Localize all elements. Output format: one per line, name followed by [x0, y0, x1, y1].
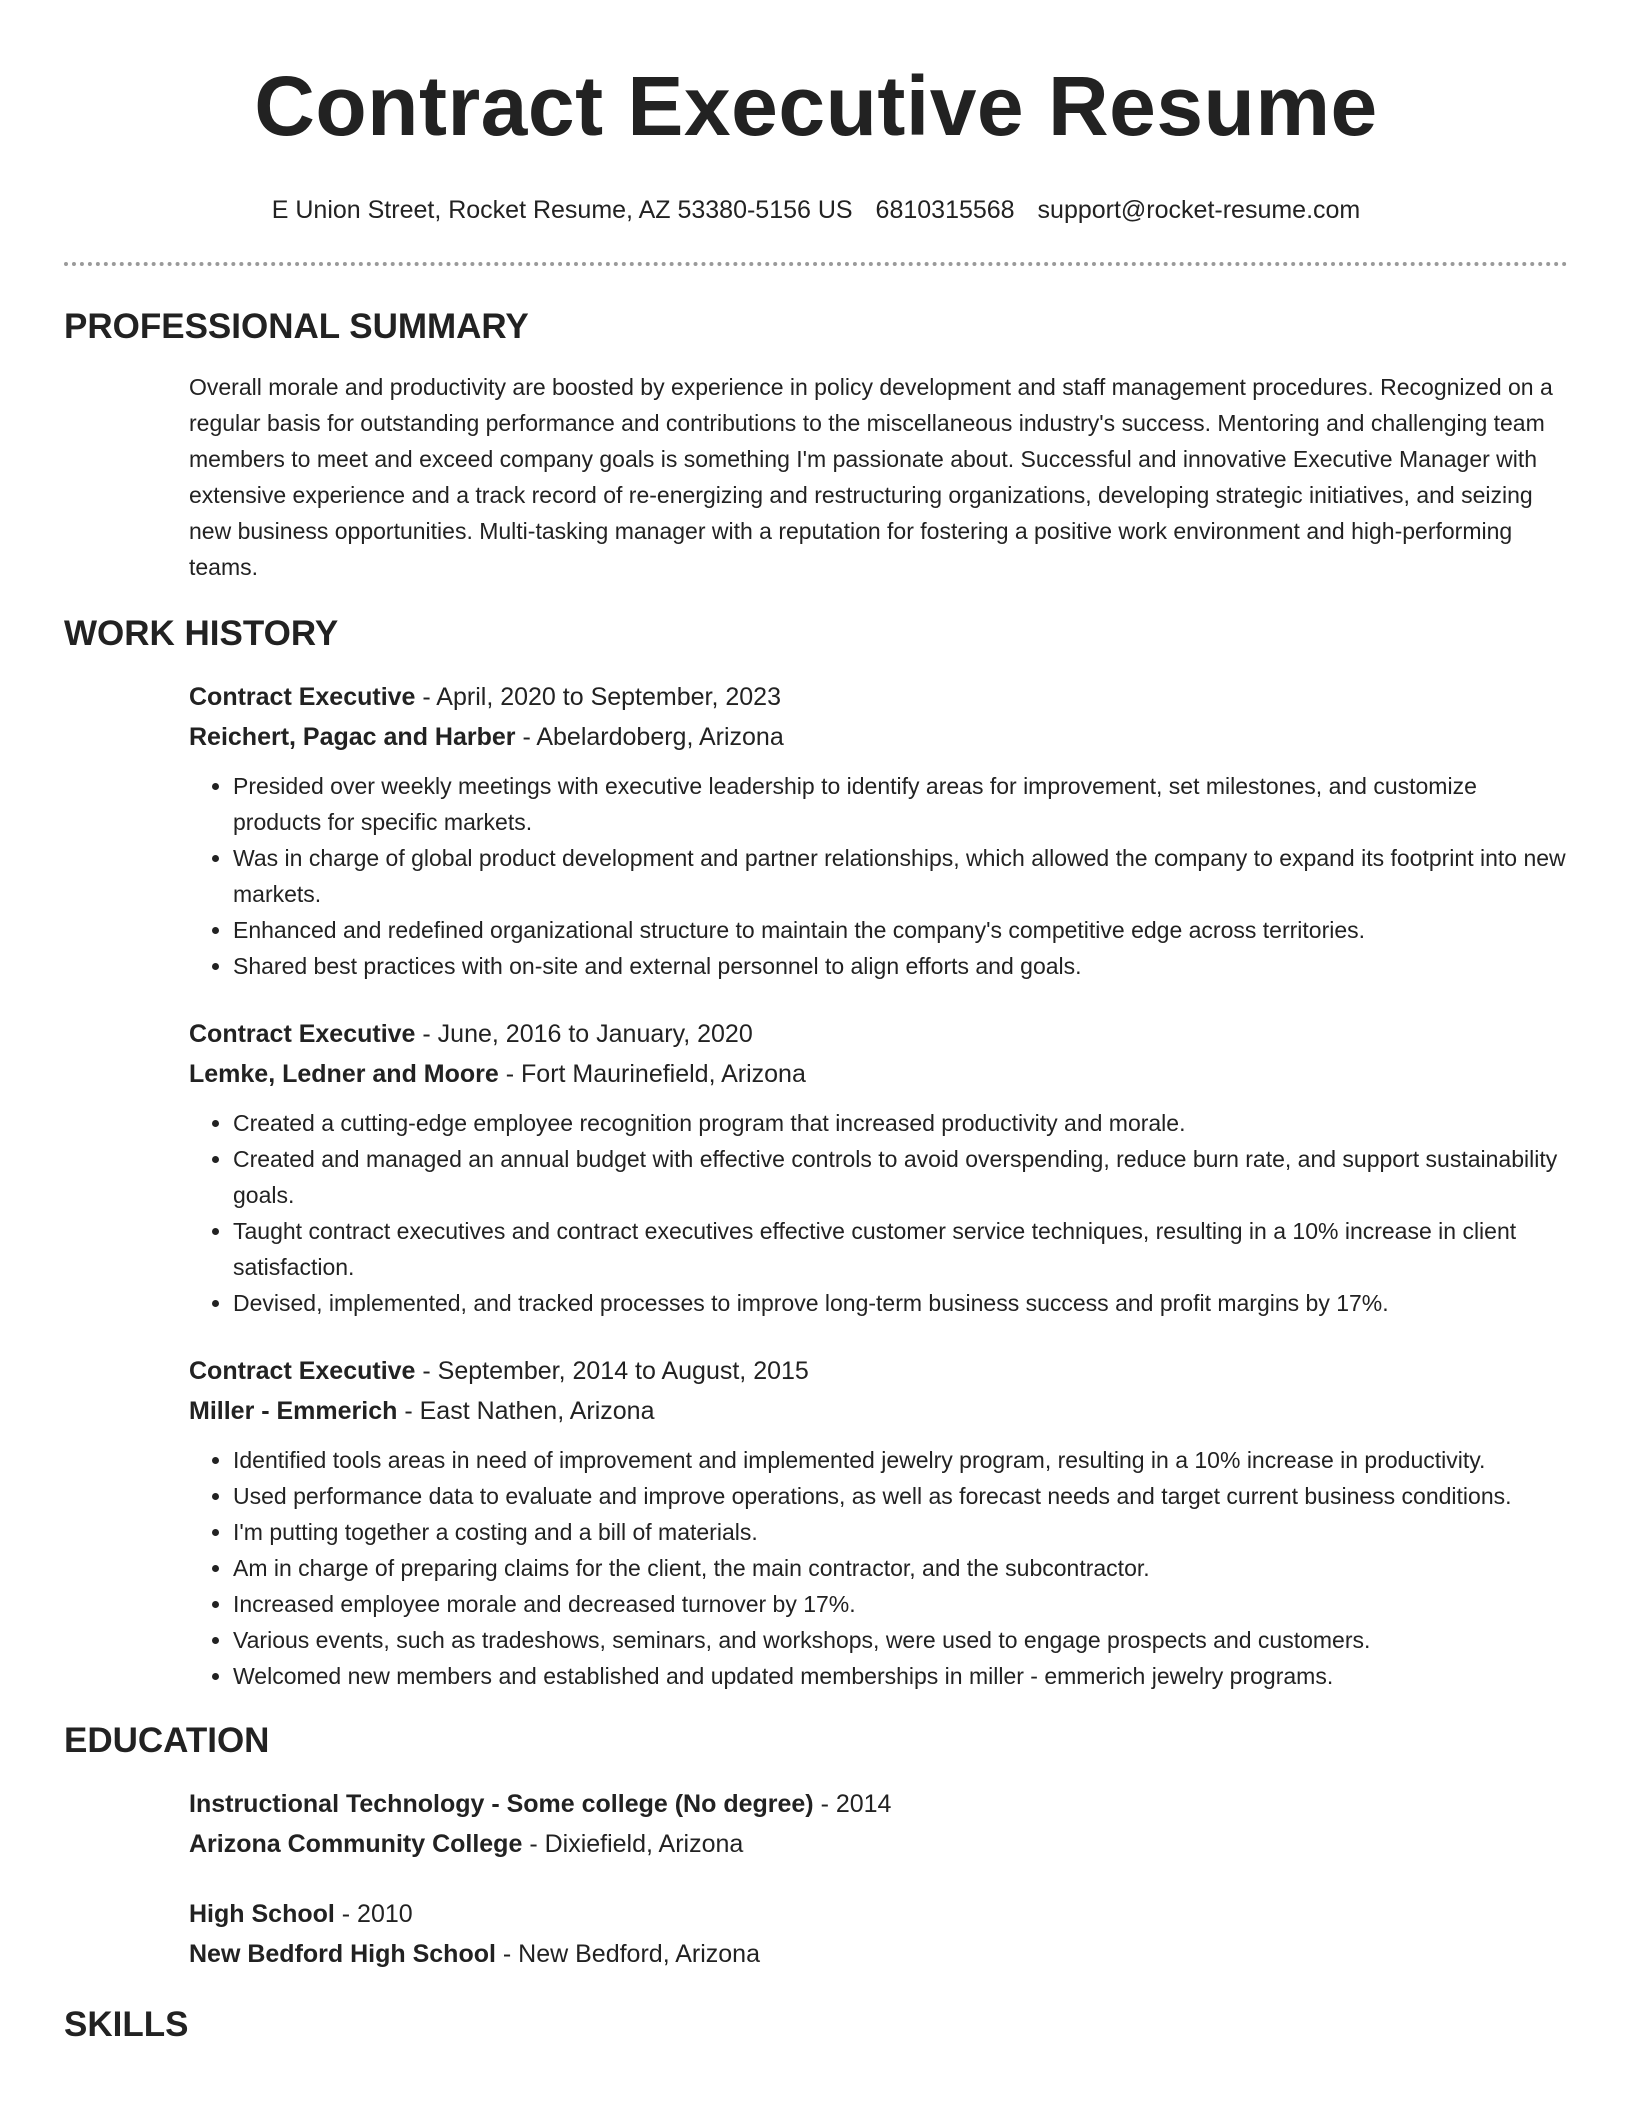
education-degree-line	[189, 1784, 1568, 1824]
job-bullet: • Various events, such as tradeshows, seminars, and workshops, were used to engage prospects and customers.	[233, 1622, 1568, 1658]
education-school: New Bedford High School	[189, 1940, 496, 1968]
job-bullet: • Was in charge of global product development and partner relationships, which allowed the company to expand its footprint into new markets.	[233, 840, 1568, 912]
education-degree: High School	[189, 1900, 335, 1928]
education-entry	[189, 1894, 1568, 1974]
education-heading: EDUCATION	[64, 1721, 270, 1760]
contact-email: support@rocket-resume.com	[1037, 196, 1361, 224]
job-title-line	[189, 1351, 1568, 1391]
education-school: Arizona Community College	[189, 1830, 523, 1858]
education-location: - Dixiefield, Arizona	[522, 1830, 744, 1858]
contact-address: E Union Street, Rocket Resume, AZ 53380-5156 US	[271, 196, 853, 224]
job-role: Contract Executive	[189, 683, 416, 711]
job-bullet: • Identified tools areas in need of improvement and implemented jewelry program, resulting in a 10% increase in productivity.	[233, 1442, 1568, 1478]
resume-title: Contract Executive Resume	[254, 59, 1378, 153]
job-bullet: • Taught contract executives and contract executives effective customer service techniques, resulting in a 10% increase in client satisfaction.	[233, 1213, 1568, 1285]
job-bullet: • Created and managed an annual budget with effective controls to avoid overspending, reduce burn rate, and support sustainability goals.	[233, 1141, 1568, 1213]
skills-heading: SKILLS	[64, 2005, 189, 2044]
job-bullet: • I'm putting together a costing and a bill of materials.	[233, 1514, 1568, 1550]
job-role: Contract Executive	[189, 1020, 416, 1048]
job-title-line	[189, 677, 1568, 717]
skills-section	[64, 2004, 1568, 2046]
summary-heading: PROFESSIONAL SUMMARY	[64, 307, 529, 346]
job-entry	[189, 677, 1568, 984]
job-bullet: • Increased employee morale and decreased turnover by 17%.	[233, 1586, 1568, 1622]
education-entry	[189, 1784, 1568, 1864]
education-school-line	[189, 1934, 1568, 1974]
job-bullets	[189, 768, 1568, 984]
job-company: Miller - Emmerich	[189, 1397, 398, 1425]
work-history-heading: WORK HISTORY	[64, 614, 339, 653]
job-title-line	[189, 1014, 1568, 1054]
job-bullets	[189, 1442, 1568, 1694]
job-bullet: • Enhanced and redefined organizational structure to maintain the company's competitive edge across territories.	[233, 912, 1568, 948]
job-company-line	[189, 1391, 1568, 1431]
job-company-line	[189, 1054, 1568, 1094]
job-location: - East Nathen, Arizona	[397, 1397, 655, 1425]
job-role: Contract Executive	[189, 1357, 416, 1385]
education-degree-line	[189, 1894, 1568, 1934]
job-bullet: • Devised, implemented, and tracked processes to improve long-term business success and profit margins by 17%.	[233, 1285, 1568, 1321]
job-company: Lemke, Ledner and Moore	[189, 1060, 499, 1088]
job-bullet: • Am in charge of preparing claims for the client, the main contractor, and the subcontractor.	[233, 1550, 1568, 1586]
education-year: - 2010	[334, 1900, 413, 1928]
education-degree: Instructional Technology - Some college (No degree)	[189, 1790, 814, 1818]
job-location: - Abelardoberg, Arizona	[515, 723, 784, 751]
job-bullet: • Shared best practices with on-site and external personnel to align efforts and goals.	[233, 948, 1568, 984]
summary-section	[64, 306, 1568, 585]
job-bullets	[189, 1105, 1568, 1321]
contact-line	[64, 192, 1568, 228]
education-year: - 2014	[813, 1790, 892, 1818]
job-bullet: • Presided over weekly meetings with executive leadership to identify areas for improvement, set milestones, and customize products for specific markets.	[233, 768, 1568, 840]
job-dates: - April, 2020 to September, 2023	[415, 683, 781, 711]
job-bullet: • Used performance data to evaluate and improve operations, as well as forecast needs and target current business conditions.	[233, 1478, 1568, 1514]
job-bullet: • Welcomed new members and established and updated memberships in miller - emmerich jewelry programs.	[233, 1658, 1568, 1694]
header-divider	[64, 262, 1568, 266]
job-entry	[189, 1014, 1568, 1321]
job-company-line	[189, 717, 1568, 757]
work-history-section	[64, 613, 1568, 1694]
job-dates: - September, 2014 to August, 2015	[415, 1357, 809, 1385]
job-location: - Fort Maurinefield, Arizona	[498, 1060, 806, 1088]
job-bullet: • Created a cutting-edge employee recognition program that increased productivity and morale.	[233, 1105, 1568, 1141]
summary-text: Overall morale and productivity are boosted by experience in policy development and staff management procedures. Recognized on a regular basis for outstanding performance and contributions to the miscellaneous industry's success. Mentoring and challenging team members to meet and exceed company goals is something I'm passionate about. Successful and innovative Executive Manager with extensive experience and a track record of re-energizing and restructuring organizations, developing strategic initiatives, and seizing new business opportunities. Multi-tasking manager with a reputation for fostering a positive work environment and high-performing teams.	[189, 374, 1553, 580]
education-school-line	[189, 1824, 1568, 1864]
education-section	[64, 1720, 1568, 1974]
education-location: - New Bedford, Arizona	[495, 1940, 760, 1968]
job-entry	[189, 1351, 1568, 1694]
job-company: Reichert, Pagac and Harber	[189, 723, 516, 751]
contact-phone: 6810315568	[875, 196, 1015, 224]
job-dates: - June, 2016 to January, 2020	[415, 1020, 753, 1048]
